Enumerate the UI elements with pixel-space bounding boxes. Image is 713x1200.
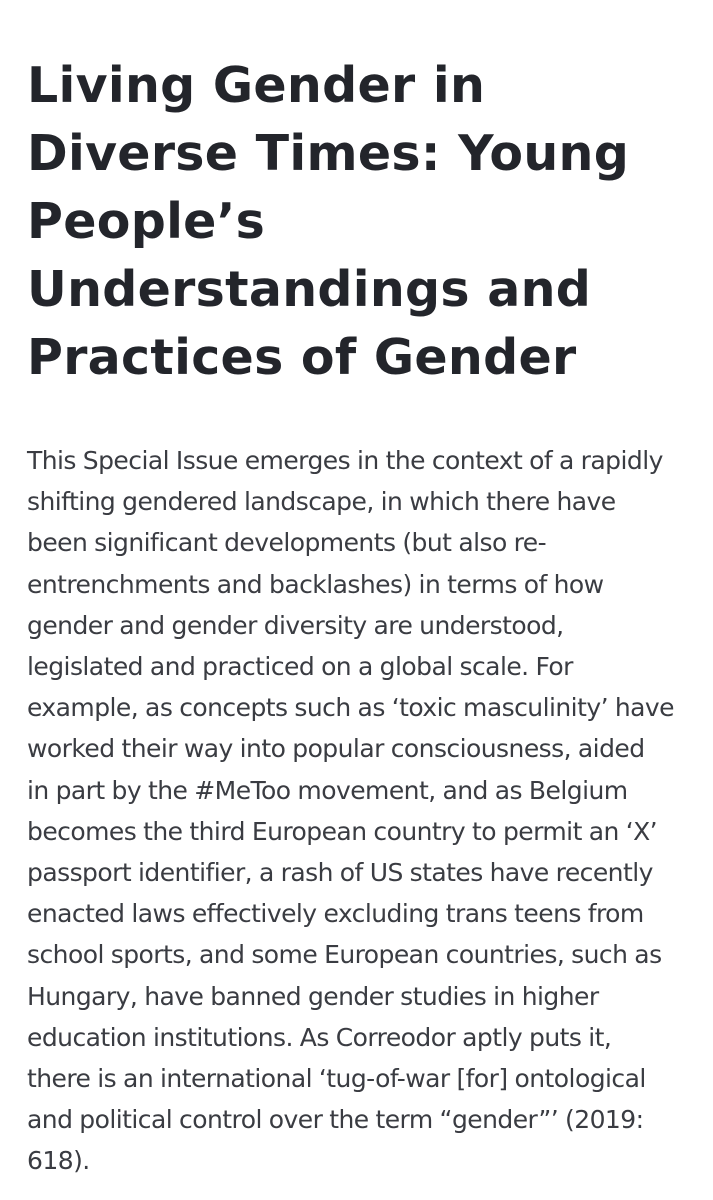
body-line: passport identifier, a rash of US states have recently bbox=[27, 858, 653, 888]
body-line: there is an international ‘tug-of-war [for] ontological bbox=[27, 1064, 646, 1094]
body-line: Hungary, have banned gender studies in higher bbox=[27, 981, 599, 1011]
body-line: worked their way into popular consciousness, aided bbox=[27, 734, 645, 764]
body-line: 618). bbox=[27, 1146, 90, 1176]
article-title bbox=[27, 52, 687, 392]
title-line: Living Gender in bbox=[27, 57, 486, 114]
article-body-paragraph bbox=[27, 440, 697, 1182]
body-line: shifting gendered landscape, in which there have bbox=[27, 487, 616, 517]
body-line: enacted laws effectively excluding trans teens from bbox=[27, 899, 644, 929]
title-line: Diverse Times: Young bbox=[27, 125, 630, 182]
title-line: Practices of Gender bbox=[27, 329, 577, 386]
body-line: This Special Issue emerges in the context of a rapidly bbox=[27, 446, 663, 475]
body-line: becomes the third European country to permit an ‘X’ bbox=[27, 816, 658, 846]
body-line: school sports, and some European countries, such as bbox=[27, 940, 662, 970]
body-line: education institutions. As Correodor aptly puts it, bbox=[27, 1022, 612, 1052]
title-line: Understandings and bbox=[27, 261, 592, 318]
body-line: in part by the #MeToo movement, and as Belgium bbox=[27, 775, 628, 805]
body-line: and political control over the term “gender”’ (2019: bbox=[27, 1105, 644, 1135]
body-line: gender and gender diversity are understood, bbox=[27, 610, 564, 640]
body-line: example, as concepts such as ‘toxic masculinity’ have bbox=[27, 693, 675, 723]
body-line: entrenchments and backlashes) in terms of how bbox=[27, 569, 604, 599]
body-line: legislated and practiced on a global scale. For bbox=[27, 652, 573, 682]
title-line: People’s bbox=[27, 193, 266, 250]
body-line: been significant developments (but also re- bbox=[27, 528, 547, 558]
